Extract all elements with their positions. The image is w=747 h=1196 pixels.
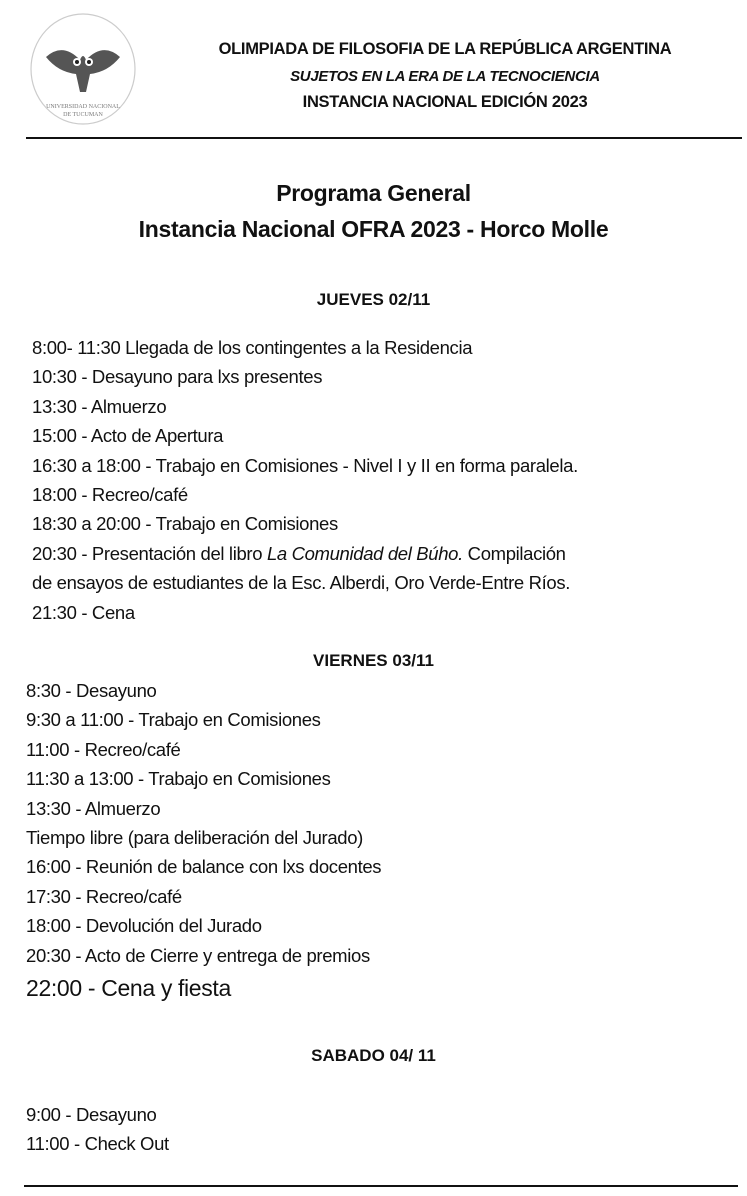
schedule-item: 16:00 - Reunión de balance con lxs docentes bbox=[26, 856, 382, 878]
schedule-item: 21:30 - Cena bbox=[32, 601, 135, 623]
schedule-item: 10:30 - Desayuno para lxs presentes bbox=[32, 366, 323, 388]
schedule-item: 13:30 - Almuerzo bbox=[32, 395, 167, 417]
header-org: OLIMPIADA DE FILOSOFIA DE LA REPÚBLICA ARGENTINA bbox=[218, 40, 672, 58]
page-title: Programa General bbox=[276, 180, 471, 206]
schedule-item: 13:30 - Almuerzo bbox=[26, 797, 161, 819]
saturday-schedule bbox=[26, 1100, 169, 1159]
svg-text:DE TUCUMAN: DE TUCUMAN bbox=[63, 112, 103, 118]
university-owl-logo bbox=[28, 12, 138, 127]
schedule-item-book bbox=[32, 539, 578, 568]
schedule-item: 20:30 - Acto de Cierre y entrega de premios bbox=[26, 944, 370, 966]
schedule-item: 8:30 - Desayuno bbox=[26, 680, 157, 701]
header-theme: SUJETOS EN LA ERA DE LA TECNOCIENCIA bbox=[290, 68, 600, 85]
schedule-item: 22:00 - Cena y fiesta bbox=[26, 975, 231, 1002]
header-divider bbox=[26, 137, 742, 139]
schedule-item: 18:30 a 20:00 - Trabajo en Comisiones bbox=[32, 513, 338, 535]
schedule-item: 11:00 - Recreo/café bbox=[26, 738, 181, 760]
schedule-item: 9:30 a 11:00 - Trabajo en Comisiones bbox=[26, 709, 321, 731]
day-heading-saturday: SABADO 04/ 11 bbox=[311, 1046, 436, 1065]
schedule-item: 9:00 - Desayuno bbox=[26, 1104, 157, 1125]
day-heading-thursday: JUEVES 02/11 bbox=[316, 290, 431, 309]
schedule-item: 11:00 - Check Out bbox=[26, 1133, 169, 1155]
schedule-item: Tiempo libre (para deliberación del Jurado) bbox=[26, 827, 363, 849]
footer-divider bbox=[24, 1185, 738, 1187]
schedule-item: 8:00- 11:30 Llegada de los contingentes a la Residencia bbox=[32, 337, 473, 358]
schedule-item-book-cont: de ensayos de estudiantes de la Esc. Alberdi, Oro Verde-Entre Ríos. bbox=[32, 572, 571, 594]
book-suffix: Compilación bbox=[462, 542, 566, 564]
header-edition: INSTANCIA NACIONAL EDICIÓN 2023 bbox=[302, 93, 588, 111]
schedule-item: 16:30 a 18:00 - Trabajo en Comisiones - Nivel I y II en forma paralela. bbox=[32, 454, 578, 476]
schedule-item: 15:00 - Acto de Apertura bbox=[32, 425, 224, 447]
schedule-item: 18:00 - Devolución del Jurado bbox=[26, 915, 262, 937]
page-subtitle: Instancia Nacional OFRA 2023 - Horco Molle bbox=[138, 216, 609, 242]
schedule-item: 11:30 a 13:00 - Trabajo en Comisiones bbox=[26, 768, 331, 790]
day-heading-friday: VIERNES 03/11 bbox=[313, 651, 434, 670]
friday-schedule bbox=[26, 676, 381, 1006]
thursday-schedule bbox=[32, 333, 578, 627]
schedule-item: 18:00 - Recreo/café bbox=[32, 484, 188, 506]
book-prefix: 20:30 - Presentación del libro bbox=[32, 542, 267, 564]
svg-text:UNIVERSIDAD NACIONAL: UNIVERSIDAD NACIONAL bbox=[46, 104, 120, 110]
schedule-item: 17:30 - Recreo/café bbox=[26, 885, 182, 907]
book-title: La Comunidad del Búho. bbox=[266, 542, 463, 564]
